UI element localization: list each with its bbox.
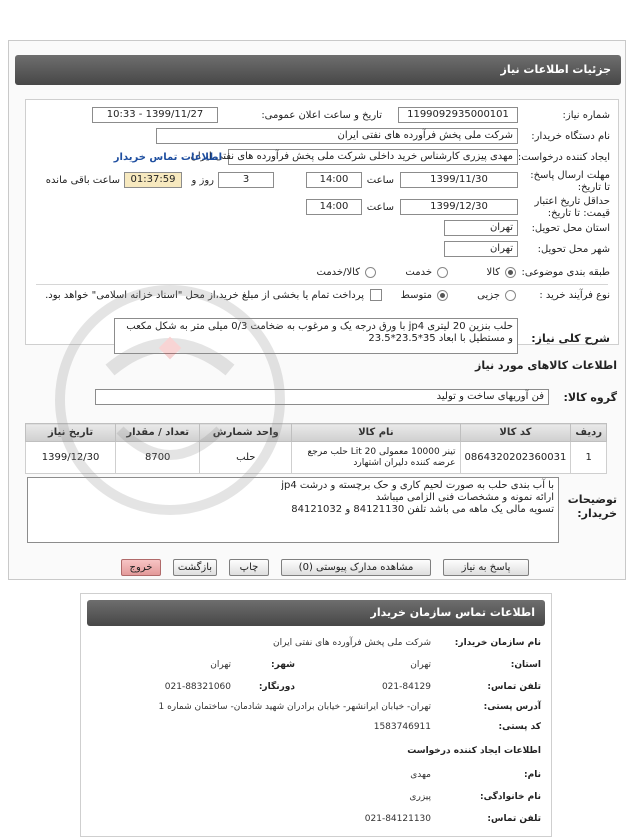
buyer-contact-panel: [80, 593, 552, 837]
category-option-goods: کالا: [486, 267, 500, 278]
days-label: روز و: [191, 175, 214, 186]
contact-address-label: آدرس پستی:: [483, 702, 541, 712]
treasury-payment-checkbox[interactable]: [370, 289, 382, 301]
buyer-contact-link[interactable]: اطلاعات تماس خریدار: [113, 152, 222, 163]
goods-group-field[interactable]: فن آوریهای ساخت و تولید: [95, 389, 549, 405]
description-label: شرح کلی نیاز:: [531, 332, 610, 345]
contact-province-value: تهران: [410, 660, 431, 670]
creator-name-value: مهدی: [410, 770, 431, 780]
contact-city-value: تهران: [210, 660, 231, 670]
org-name-label: نام سازمان خریدار:: [454, 638, 541, 648]
creator-phone-value: 021-84121130: [364, 814, 431, 824]
exit-button[interactable]: خروج: [121, 559, 161, 576]
city-field[interactable]: تهران: [444, 241, 518, 257]
category-radio-goods[interactable]: [505, 267, 516, 278]
category-radio-service[interactable]: [437, 267, 448, 278]
cell-date: 1399/12/30: [26, 442, 116, 474]
contact-city-label: شهر:: [271, 660, 295, 670]
page-title: جزئیات اطلاعات نیاز: [15, 55, 621, 85]
validity-time-field[interactable]: 14:00: [306, 199, 362, 215]
announce-date-field[interactable]: 1399/11/27 - 10:33: [92, 107, 218, 123]
print-button[interactable]: چاپ: [229, 559, 269, 576]
process-radio-minor[interactable]: [505, 290, 516, 301]
top-spacer: [0, 0, 632, 40]
view-attachments-button[interactable]: مشاهده مدارک پیوستی (0): [281, 559, 431, 576]
col-qty: تعداد / مقدار: [116, 424, 200, 442]
col-name: نام کالا: [292, 424, 460, 442]
reply-button[interactable]: پاسخ به نیاز: [443, 559, 529, 576]
buyer-notes-line: با آب بندی حلب به صورت لحیم کاری و حک برچسته و درشت jp4: [281, 480, 554, 491]
items-section-title: اطلاعات کالاهای مورد نیاز: [475, 359, 617, 372]
announce-date-label: تاریخ و ساعت اعلان عمومی:: [261, 110, 382, 121]
process-radio-medium[interactable]: [437, 290, 448, 301]
col-unit: واحد شمارش: [200, 424, 292, 442]
deadline-date-field[interactable]: 1399/11/30: [400, 172, 518, 188]
remaining-time-label: ساعت باقی مانده: [45, 175, 120, 186]
col-row: ردیف: [571, 424, 607, 442]
category-option-service: خدمت: [405, 267, 432, 278]
treasury-payment-note: پرداخت تمام یا بخشی از مبلغ خرید،از محل "اسناد خزانه اسلامی" خواهد بود.: [45, 290, 364, 301]
buyer-notes-box[interactable]: [27, 477, 559, 543]
need-info-form: [25, 99, 619, 345]
creator-family-label: نام خانوادگی:: [479, 792, 541, 802]
province-label: استان محل تحویل:: [531, 223, 610, 234]
deadline-time-label: ساعت: [366, 175, 394, 186]
deadline-time-field[interactable]: 14:00: [306, 172, 362, 188]
org-name-value: شرکت ملی پخش فرآورده های نفتی ایران: [273, 638, 431, 648]
contact-fax-label: دورنگار:: [258, 682, 295, 692]
days-remaining-field[interactable]: 3: [218, 172, 274, 188]
province-field[interactable]: تهران: [444, 220, 518, 236]
contact-postal-value: 1583746911: [373, 722, 431, 732]
creator-info-title: اطلاعات ایجاد کننده درخواست: [407, 746, 541, 756]
category-option-both: کالا/خدمت: [316, 267, 360, 278]
buyer-notes-label: توضیحات خریدار:: [567, 493, 617, 520]
validity-label: حداقل تاریخ اعتبار قیمت: تا تاریخ:: [534, 196, 610, 219]
creator-phone-label: تلفن تماس:: [487, 814, 541, 824]
contact-panel-title: اطلاعات تماس سازمان خریدار: [87, 600, 545, 626]
cell-name: تینر 10000 معمولی 20 Lit حلب مرجع عرضه کننده دلیران اشتهارد: [292, 442, 460, 474]
deadline-label: مهلت ارسال پاسخ: تا تاریخ:: [530, 170, 610, 193]
validity-time-label: ساعت: [366, 202, 394, 213]
category-label: طبقه بندی موضوعی:: [521, 267, 610, 278]
buyer-field[interactable]: شرکت ملی پخش فرآورده های نفتی ایران: [156, 128, 518, 144]
creator-field[interactable]: مهدی پیزری کارشناس خرید داخلی شرکت ملی پخش فرآورده های نفتی ایران: [228, 149, 518, 165]
buyer-label: نام دستگاه خریدار:: [531, 131, 610, 142]
back-button[interactable]: بازگشت: [173, 559, 217, 576]
contact-phone-label: تلفن تماس:: [487, 682, 541, 692]
creator-name-label: نام:: [524, 770, 541, 780]
process-type-label: نوع فرآیند خرید :: [539, 290, 610, 301]
contact-address-value: تهران- خیابان ایرانشهر- خیابان برادران شهید شادمان- ساختمان شماره 1: [158, 702, 431, 712]
city-label: شهر محل تحویل:: [537, 244, 610, 255]
contact-fax-value: 021-88321060: [164, 682, 231, 692]
remaining-time-field: 01:37:59: [124, 172, 182, 188]
process-option-medium: متوسط: [400, 290, 432, 301]
goods-group-label: گروه کالا:: [563, 391, 617, 404]
category-radio-both[interactable]: [365, 267, 376, 278]
table-row[interactable]: [26, 442, 607, 474]
process-option-minor: جزیی: [477, 290, 500, 301]
validity-date-field[interactable]: 1399/12/30: [400, 199, 518, 215]
form-divider: [36, 284, 608, 285]
buyer-notes-line: تسویه مالی یک ماهه می باشد تلفن 84121130 و 84121032: [291, 504, 554, 515]
need-details-panel: [8, 40, 626, 580]
contact-phone-value: 021-84129: [381, 682, 431, 692]
items-table: [25, 423, 607, 474]
buyer-notes-line: ارائه نمونه و مشخصات فنی الزامی میباشد: [375, 492, 554, 503]
col-date: تاریخ نیاز: [26, 424, 116, 442]
description-text[interactable]: حلب بنزین 20 لیتری jp4 با ورق درجه یک و مرغوب به ضخامت 0/3 میلی متر به شکل مکعب و مستطیل با ابعاد 35*23.5*23.5: [114, 318, 518, 354]
col-code: کد کالا: [460, 424, 571, 442]
creator-label: ایجاد کننده درخواست:: [517, 152, 610, 163]
need-number-label: شماره نیاز:: [562, 110, 610, 121]
cell-qty: 8700: [116, 442, 200, 474]
need-number-field[interactable]: 1199092935000101: [398, 107, 518, 123]
cell-code: 0864320202360031: [460, 442, 571, 474]
cell-row: 1: [571, 442, 607, 474]
cell-unit: حلب: [200, 442, 292, 474]
contact-province-label: استان:: [510, 660, 541, 670]
creator-family-value: پیزری: [409, 792, 431, 802]
contact-postal-label: کد پستی:: [498, 722, 541, 732]
